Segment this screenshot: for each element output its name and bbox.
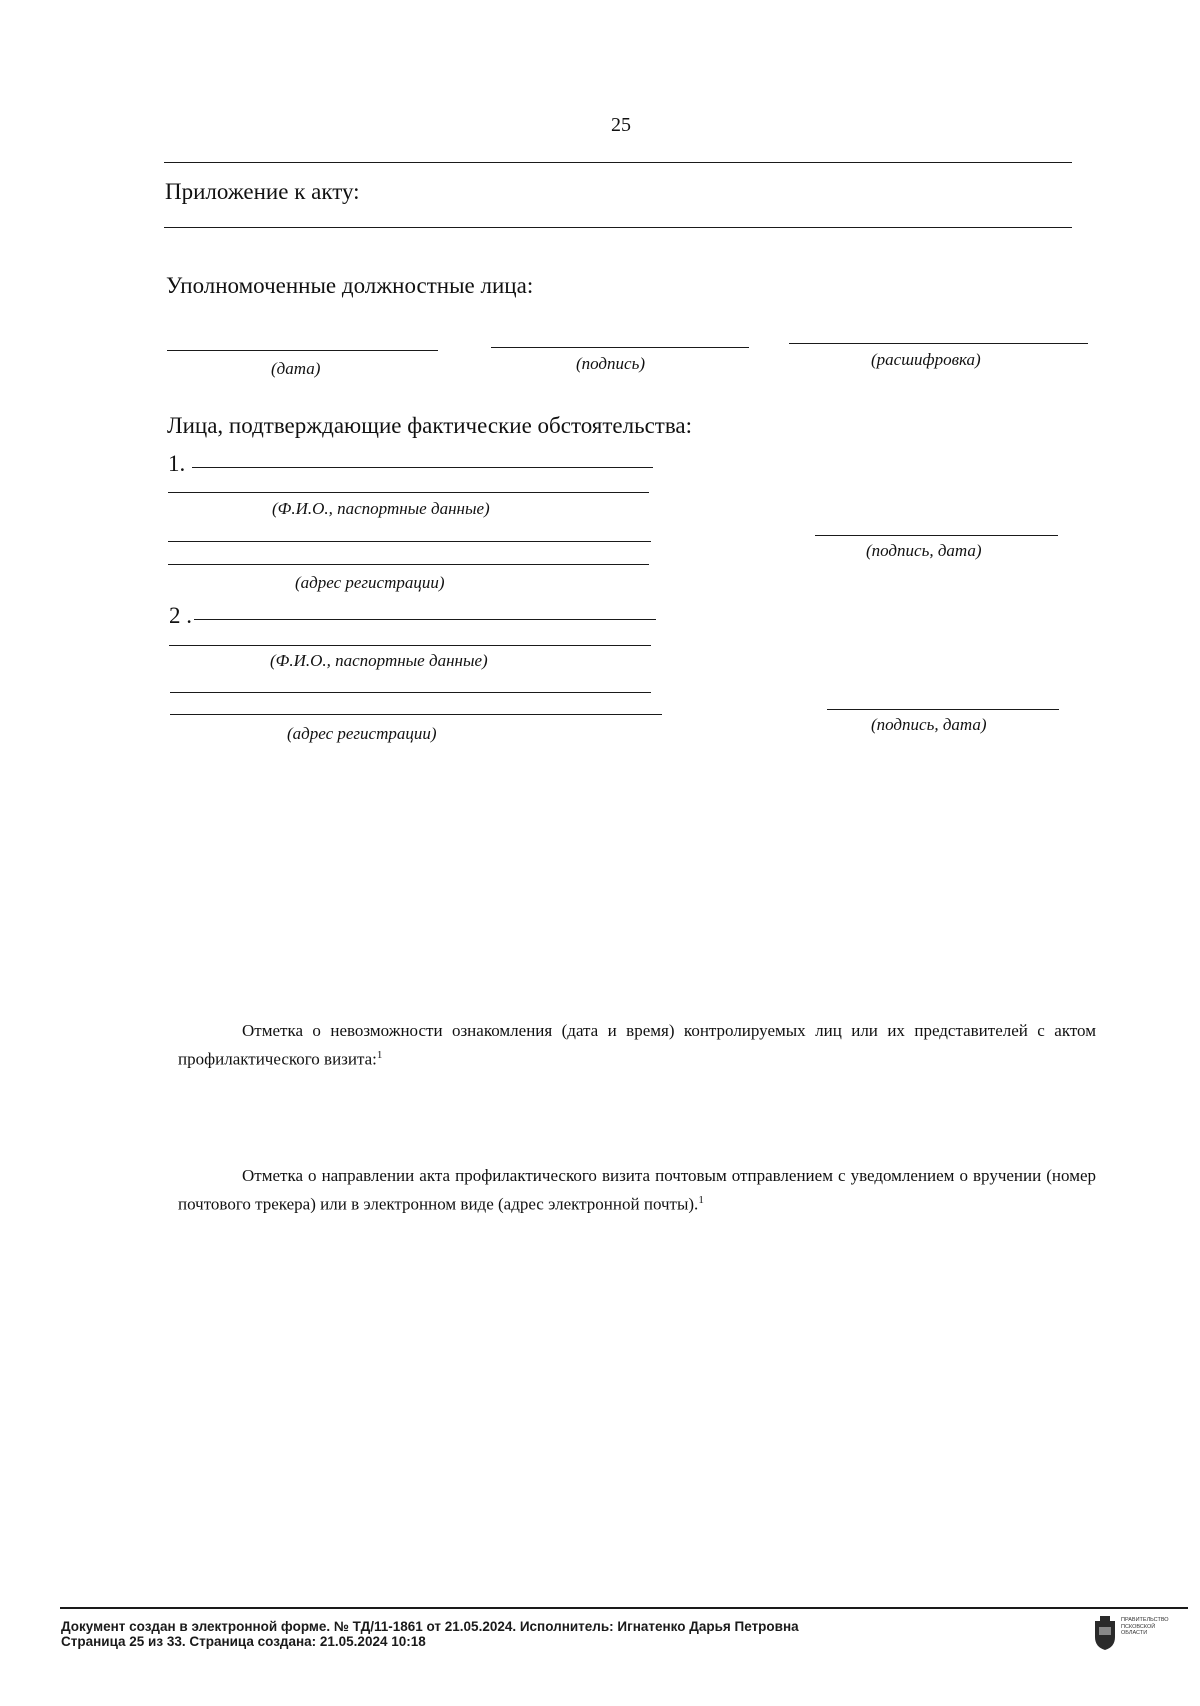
rule-appendix bbox=[164, 227, 1072, 228]
witness-2-address-caption: (адрес регистрации) bbox=[287, 724, 437, 743]
witness-1-address-line bbox=[168, 541, 651, 542]
witness-2-number: 2 . bbox=[169, 603, 192, 628]
witness-2-name-line-2 bbox=[169, 645, 651, 646]
footer-line-2: Страница 25 из 33. Страница создана: 21.05.2024 10:18 bbox=[61, 1634, 426, 1649]
date-caption: (дата) bbox=[271, 359, 321, 378]
witness-2-signature-line bbox=[827, 709, 1059, 710]
page-number: 25 bbox=[611, 114, 631, 136]
note-sending-footnote: 1 bbox=[698, 1194, 704, 1206]
witness-2-address-line bbox=[170, 692, 651, 693]
date-line bbox=[167, 350, 438, 351]
officials-heading: Уполномоченные должностные лица: bbox=[166, 273, 534, 298]
witness-1-name-line-2 bbox=[168, 492, 649, 493]
decoding-line bbox=[789, 343, 1088, 344]
witness-2-name-line bbox=[194, 619, 656, 620]
witness-1-name-line bbox=[192, 467, 653, 468]
decoding-caption: (расшифровка) bbox=[871, 350, 981, 369]
witness-1-number: 1. bbox=[168, 451, 186, 476]
witness-1-address-line-2 bbox=[168, 564, 649, 565]
witness-2-fio-caption: (Ф.И.О., паспортные данные) bbox=[270, 651, 488, 670]
signature-line bbox=[491, 347, 749, 348]
footer-line-1: Документ создан в электронной форме. № ТД/11-1861 от 21.05.2024. Исполнитель: Игнатенко Дарья Петровна bbox=[61, 1619, 799, 1634]
note-sending-text: Отметка о направлении акта профилактического визита почтовым отправлением с уведомлением о вручении (номер почтового трекера) или в электронном виде (адрес электронной почты). bbox=[178, 1166, 1096, 1214]
rule-top bbox=[164, 162, 1072, 163]
appendix-heading: Приложение к акту: bbox=[165, 179, 360, 204]
note-sending bbox=[178, 1163, 1096, 1217]
witness-1-fio-caption: (Ф.И.О., паспортные данные) bbox=[272, 499, 490, 518]
government-emblem-icon bbox=[1091, 1615, 1119, 1651]
emblem-lettering: ПРАВИТЕЛЬСТВО ПСКОВСКОЙ ОБЛАСТИ bbox=[1121, 1617, 1169, 1636]
note-impossibility-text: Отметка о невозможности ознакомления (дата и время) контролируемых лиц или их представителей с актом профилактического визита: bbox=[178, 1021, 1096, 1069]
footer-rule bbox=[60, 1607, 1188, 1609]
witness-2-address-line-2 bbox=[170, 714, 662, 715]
witnesses-heading: Лица, подтверждающие фактические обстоятельства: bbox=[167, 413, 693, 438]
signature-caption: (подпись) bbox=[576, 354, 645, 373]
witness-2-signature-caption: (подпись, дата) bbox=[871, 715, 987, 734]
note-impossibility-footnote: 1 bbox=[376, 1049, 383, 1061]
note-impossibility bbox=[178, 1018, 1096, 1072]
witness-1-signature-caption: (подпись, дата) bbox=[866, 541, 982, 560]
witness-1-signature-line bbox=[815, 535, 1058, 536]
witness-1-address-caption: (адрес регистрации) bbox=[295, 573, 445, 592]
